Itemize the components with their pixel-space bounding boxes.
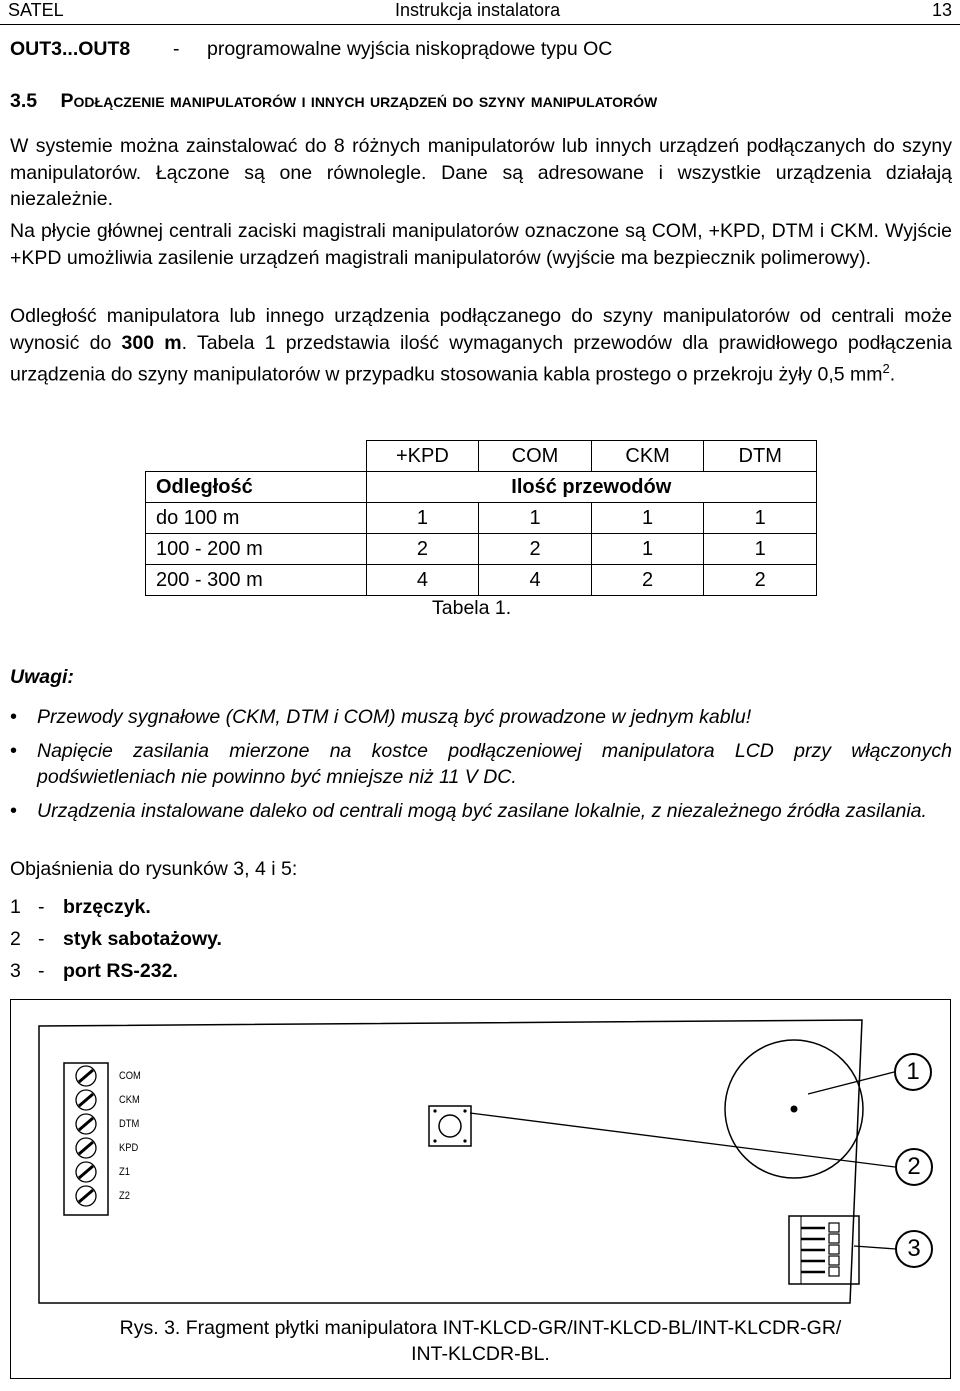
cell: 1 <box>479 503 592 534</box>
screw-icon <box>76 1114 96 1134</box>
terminal-label: CKM <box>119 1094 140 1106</box>
table-caption: Tabela 1. <box>432 597 512 619</box>
screw-icon <box>76 1186 96 1206</box>
legend-dash: - <box>38 960 45 982</box>
legend-list <box>10 891 222 987</box>
figure-caption-line-1: Rys. 3. Fragment płytki manipulatora INT-KLCD-GR/INT-KLCD-BL/INT-KLCDR-GR/ <box>119 1317 842 1339</box>
paragraph-3-end: . <box>889 363 896 386</box>
terminal-screws <box>76 1066 96 1206</box>
cell: 4 <box>366 565 479 596</box>
row-header-label: Odległość <box>146 472 367 503</box>
table-corner <box>146 441 367 472</box>
section-title: Podłączenie manipulatorów i innych urządzeń do szyny manipulatorów <box>60 90 658 112</box>
rs232-port-icon <box>789 1216 859 1284</box>
figure-caption-line-2: INT-KLCDR-BL. <box>411 1343 550 1365</box>
terminal-label: COM <box>119 1070 141 1082</box>
legend-num: 3 <box>10 960 21 982</box>
legend-dash: - <box>38 896 45 918</box>
terminal-label: Z2 <box>119 1190 130 1202</box>
col-header: COM <box>479 441 592 472</box>
callout-number: 3 <box>907 1235 921 1262</box>
legend-item <box>10 955 178 987</box>
notes-title: Uwagi: <box>10 666 74 688</box>
cell: 1 <box>591 534 704 565</box>
cell: 2 <box>704 565 817 596</box>
col-header: DTM <box>704 441 817 472</box>
page-header <box>0 0 960 25</box>
paragraph-3-part-a: Odległość manipulatora lub innego urządzenia podłączanego do szyny manipulatorów od centrali może wynosić do <box>10 305 952 354</box>
paragraph-3-part-c: . Tabela 1 przedstawia ilość wymaganych przewodów dla prawidłowego podłączenia urządzenia do szyny manipulatorów w przypadku stosowania kabla prostego o przekroju żyły 0,5 mm <box>10 331 953 386</box>
terminal-label: Z1 <box>119 1166 130 1178</box>
out-definition <box>10 38 613 61</box>
legend-num: 2 <box>10 928 21 950</box>
table-row <box>146 503 817 534</box>
superscript: 2 <box>882 361 890 376</box>
cell: 2 <box>366 534 479 565</box>
screw-icon <box>76 1138 96 1158</box>
cell: 4 <box>479 565 592 596</box>
row-label: 200 - 300 m <box>146 565 367 596</box>
header-title: Instrukcja instalatora <box>395 0 561 20</box>
out-dash: - <box>173 38 180 60</box>
legend-dash: - <box>38 928 45 950</box>
notes-list <box>10 704 952 831</box>
cell: 2 <box>591 565 704 596</box>
wire-count-table <box>145 440 817 596</box>
cell: 1 <box>704 534 817 565</box>
terminal-label: KPD <box>119 1142 139 1154</box>
legend-item <box>10 923 222 955</box>
table-row <box>146 565 817 596</box>
section-number: 3.5 <box>10 90 38 112</box>
paragraph-2: Na płycie głównej centrali zaciski magistrali manipulatorów oznaczone są COM, +KPD, DTM i CKM. Wyjście +KPD umożliwia zasilenie urządzeń magistrali manipulatorów (wyjście ma bezpiecznik polimerowy). <box>10 220 952 269</box>
callout-number: 1 <box>906 1058 920 1085</box>
paragraph-3 <box>10 303 952 388</box>
list-item: • Napięcie zasilania mierzone na kostce podłączeniowej manipulatora LCD przy włączonych podświetleniach nie powinno być mniejsze niż 11 V DC. <box>10 738 952 791</box>
max-distance: 300 m <box>121 331 182 354</box>
cell: 2 <box>479 534 592 565</box>
legend-text: brzęczyk. <box>63 896 151 918</box>
out-text: programowalne wyjścia niskoprądowe typu OC <box>207 38 613 60</box>
paragraph-1: W systemie można zainstalować do 8 różnych manipulatorów lub innych urządzeń podłączanych do szyny manipulatorów. Łączone są one równolegle. Dane są adresowane i wszystkie urządzenia działają niezależnie. <box>10 135 952 210</box>
callout-number: 2 <box>907 1153 921 1180</box>
cell: 1 <box>366 503 479 534</box>
figure-caption <box>11 1315 950 1367</box>
legend-item <box>10 891 151 923</box>
tamper-switch-icon <box>429 1106 471 1146</box>
list-item: • Przewody sygnałowe (CKM, DTM i COM) muszą być prowadzone w jednym kablu! <box>10 704 952 731</box>
pcb-outline <box>39 1020 862 1303</box>
legend-intro: Objaśnienia do rysunków 3, 4 i 5: <box>10 858 298 880</box>
cell: 1 <box>591 503 704 534</box>
col-header: CKM <box>591 441 704 472</box>
col-header: +KPD <box>366 441 479 472</box>
legend-num: 1 <box>10 896 21 918</box>
legend-text: styk sabotażowy. <box>63 928 222 950</box>
out-term: OUT3...OUT8 <box>10 38 131 60</box>
legend-text: port RS-232. <box>63 960 178 982</box>
buzzer-icon <box>725 1040 863 1178</box>
header-brand: SATEL <box>8 0 64 20</box>
section-heading <box>10 90 657 113</box>
screw-icon <box>76 1090 96 1110</box>
group-header: Ilość przewodów <box>366 472 816 503</box>
screw-icon <box>76 1066 96 1086</box>
terminal-label: DTM <box>119 1118 140 1130</box>
row-label: do 100 m <box>146 503 367 534</box>
cell: 1 <box>704 503 817 534</box>
screw-icon <box>76 1162 96 1182</box>
list-item: • Urządzenia instalowane daleko od centrali mogą być zasilane lokalnie, z niezależnego źródła zasilania. <box>10 798 952 825</box>
table-row <box>146 534 817 565</box>
page-number: 13 <box>932 0 953 20</box>
figure-frame <box>10 999 951 1379</box>
row-label: 100 - 200 m <box>146 534 367 565</box>
